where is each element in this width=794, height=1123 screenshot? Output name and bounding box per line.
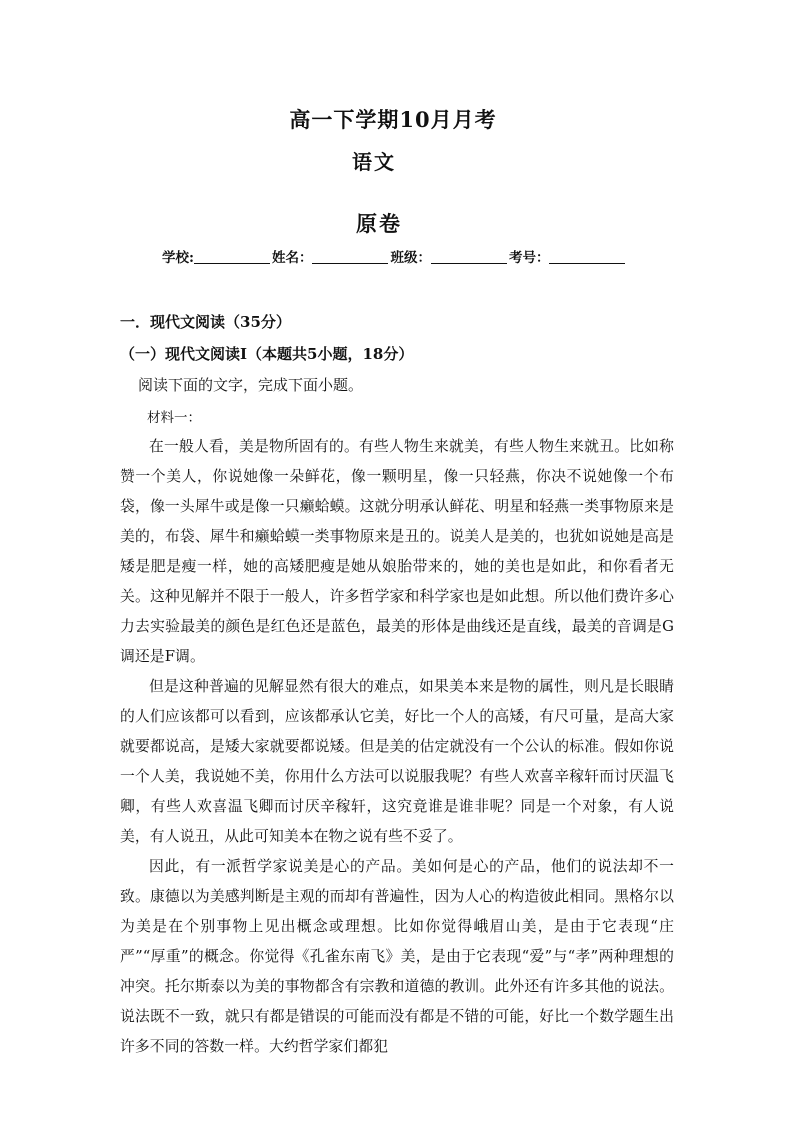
exam-number-blank[interactable] <box>549 250 625 264</box>
subject-title: 语文 <box>352 150 396 174</box>
student-info-line <box>162 246 642 266</box>
school-blank[interactable] <box>194 250 270 264</box>
name-label: 姓名： <box>271 250 313 266</box>
exam-number-label: 考号： <box>508 250 550 266</box>
passage-paragraph-2: 但是这种普遍的见解显然有很大的难点，如果美本来是物的属性，则凡是长眼睛的人们应该都可以看到，应该都承认它美，好比一个人的高矮，有尺可量，是高大家就要都说高，是矮大家就要都说矮。但是美的估定就没有一个公认的标准。假如你说一个人美，我说她不美，你用什么方法可以说服我呢？有些人欢喜辛稼轩而讨厌温飞卿，有些人欢喜温飞卿而讨厌辛稼轩，这究竟谁是谁非呢？同是一个对象，有人说美，有人说丑，从此可知美本在物之说有些不妥了。 <box>120 678 674 845</box>
passage-paragraph-3: 因此，有一派哲学家说美是心的产品。美如何是心的产品，他们的说法却不一致。康德以为美感判断是主观的而却有普遍性，因为人心的构造彼此相同。黑格尔以为美是在个别事物上见出概念或理想。比如你觉得峨眉山美，是由于它表现“庄严”“厚重”的概念。你觉得《孔雀东南飞》美，是由于它表现“爱”与“孝”两种理想的冲突。托尔斯泰以为美的事物都含有宗教和道德的教训。此外还有许多其他的说法。说法既不一致，就只有都是错误的可能而没有都是不错的可能，好比一个数学题生出许多不同的答数一样。大约哲学家们都犯 <box>120 858 674 1055</box>
name-blank[interactable] <box>312 250 388 264</box>
class-label: 班级： <box>390 250 431 266</box>
subsection-heading: （一）现代文阅读Ⅰ（本题共5小题，18分） <box>120 345 414 363</box>
school-label: 学校: <box>162 250 194 266</box>
reading-passage <box>120 432 674 1062</box>
material-label: 材料一： <box>147 410 201 426</box>
section-heading: 一．现代文阅读（35分） <box>120 313 291 331</box>
reading-instruction: 阅读下面的文字，完成下面小题。 <box>138 376 364 394</box>
class-blank[interactable] <box>431 250 507 264</box>
exam-title: 高一下学期10月月考 <box>289 107 497 132</box>
passage-paragraph-1: 在一般人看，美是物所固有的。有些人物生来就美，有些人物生来就丑。比如称赞一个美人，你说她像一朵鲜花，像一颗明星，像一只轻燕，你决不说她像一个布袋，像一头犀牛或是像一只癞蛤蟆。这就分明承认鲜花、明星和轻燕一类事物原来是美的，布袋、犀牛和癞蛤蟆一类事物原来是丑的。说美人是美的，也犹如说她是高是矮是肥是瘦一样，她的高矮肥瘦是她从娘胎带来的，她的美也是如此，和你看者无关。这种见解并不限于一般人，许多哲学家和科学家也是如此想。所以他们费许多心力去实验最美的颜色是红色还是蓝色，最美的形体是曲线还是直线，最美的音调是G调还是F调。 <box>120 438 674 665</box>
version-title: 原卷 <box>356 211 402 236</box>
